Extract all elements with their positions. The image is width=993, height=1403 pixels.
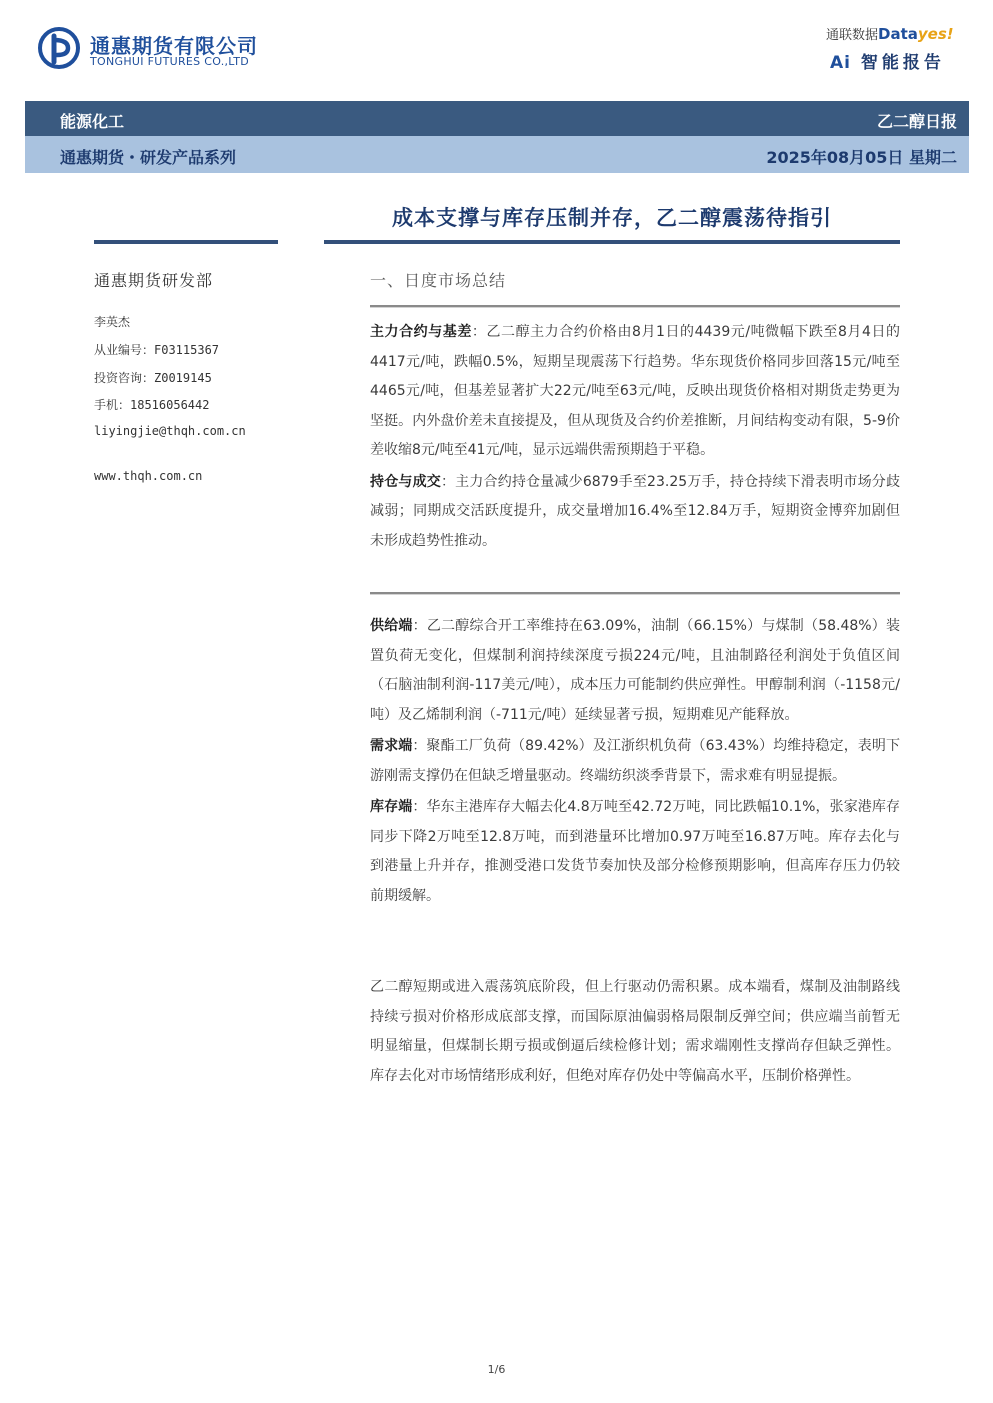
company-name-cn: 通惠期货有限公司: [90, 34, 258, 58]
partner-report-label: 智能报告: [860, 53, 945, 73]
paragraph-contract-basis: [370, 318, 900, 466]
fundamentals-block: [370, 612, 900, 913]
company-name-en: TONGHUI FUTURES CO.,LTD: [90, 55, 250, 68]
partner-ai: Ai: [830, 53, 851, 73]
content-top-rule: [324, 240, 900, 244]
email-link[interactable]: liyingjie@thqh.com.cn: [94, 424, 246, 438]
partner-brand-suffix: yes!: [917, 25, 954, 43]
website-link[interactable]: www.thqh.com.cn: [94, 469, 203, 483]
analyst-name: 李英杰: [94, 315, 131, 329]
market-block: [370, 318, 900, 558]
report-type-label: 乙二醇日报: [876, 112, 957, 131]
partner-logo-bottom: [830, 48, 945, 73]
paragraph-position-volume: [370, 468, 900, 557]
paragraph-label: 主力合约与基差: [370, 324, 472, 340]
report-title: 成本支撑与库存压制并存，乙二醇震荡待指引: [392, 206, 832, 230]
series-label: 通惠期货・研发产品系列: [60, 148, 237, 167]
license-number: 从业编号：F03115367: [94, 343, 220, 357]
sidebar-top-rule: [94, 240, 278, 244]
page-number: 1/6: [487, 1363, 506, 1376]
paragraph-text: ：乙二醇主力合约价格由8月1日的4439元/吨微幅下跌至8月4日的4417元/吨，跌幅0.5%，短期呈现震荡下行趋势。华东现货价格同步回落15元/吨至4465元/吨，但基差显著扩大22元/吨至63元/吨，反映出现货价格相对期货走势更为坚挺。内外盘价差未直接提及，但从现货及合约价差推断，月间结构变动有限，5-9价差收缩8元/吨至41元/吨，显示远端供需预期趋于平稳。: [370, 324, 901, 458]
paragraph-inventory: [370, 793, 900, 911]
paragraph-supply: [370, 612, 900, 730]
paragraph-text: ：主力合约持仓量减少6879手至23.25万手，持仓持续下滑表明市场分歧减弱；同期成交活跃度提升，成交量增加16.4%至12.84万手，短期资金博弈加剧但未形成趋势性推动。: [370, 473, 900, 549]
paragraph-label: 库存端: [370, 799, 413, 815]
section-divider: [370, 305, 900, 308]
paragraph-text: ：乙二醇综合开工率维持在63.09%，油制（66.15%）与煤制（58.48%）装置负荷无变化，但煤制利润持续深度亏损224元/吨，且油制路径利润处于负值区间（石脑油制利润-117美元/吨），成本压力可能制约供应弹性。甲醇制利润（-1158元/吨）及乙烯制利润（-711元/吨）延续显著亏损，短期难见产能释放。: [370, 618, 901, 723]
partner-prefix: 通联数据: [826, 28, 879, 43]
consult-number: 投资咨询：Z0019145: [94, 371, 212, 385]
paragraph-demand: [370, 732, 900, 791]
phone-number: 手机：18516056442: [94, 398, 210, 412]
header-band-dark: [25, 101, 969, 136]
sector-label: 能源化工: [60, 112, 125, 131]
partner-logo-top: [826, 24, 954, 43]
paragraph-label: 供给端: [370, 618, 413, 634]
section-divider: [370, 592, 900, 595]
department-name: 通惠期货研发部: [94, 271, 214, 290]
section-heading: 一、日度市场总结: [370, 271, 507, 290]
paragraph-text: ：华东主港库存大幅去化4.8万吨至42.72万吨，同比跌幅10.1%，张家港库存同步下降2万吨至12.8万吨，而到港量环比增加0.97万吨至16.87万吨。库存去化与到港量上升并存，推测受港口发货节奏加快及部分检修预期影响，但高库存压力仍较前期缓解。: [370, 799, 901, 904]
summary-block: [370, 973, 900, 1093]
partner-brand: Data: [878, 25, 918, 43]
paragraph-text: ：聚酯工厂负荷（89.42%）及江浙织机负荷（63.43%）均维持稳定，表明下游刚需支撑仍在但缺乏增量驱动。终端纺织淡季背景下，需求难有明显提振。: [370, 738, 901, 784]
paragraph-outlook: 乙二醇短期或进入震荡筑底阶段，但上行驱动仍需积累。成本端看，煤制及油制路线持续亏损对价格形成底部支撑，而国际原油偏弱格局限制反弹空间；供应端当前暂无明显缩量，但煤制长期亏损或倒逼后续检修计划；需求端刚性支撑尚存但缺乏弹性。库存去化对市场情绪形成利好，但绝对库存仍处中等偏高水平，压制价格弹性。: [370, 979, 900, 1084]
paragraph-label: 持仓与成交: [370, 473, 441, 490]
report-date: 2025年08月05日 星期二: [766, 148, 957, 167]
paragraph-label: 需求端: [370, 738, 413, 754]
company-logo-icon: [37, 26, 81, 70]
